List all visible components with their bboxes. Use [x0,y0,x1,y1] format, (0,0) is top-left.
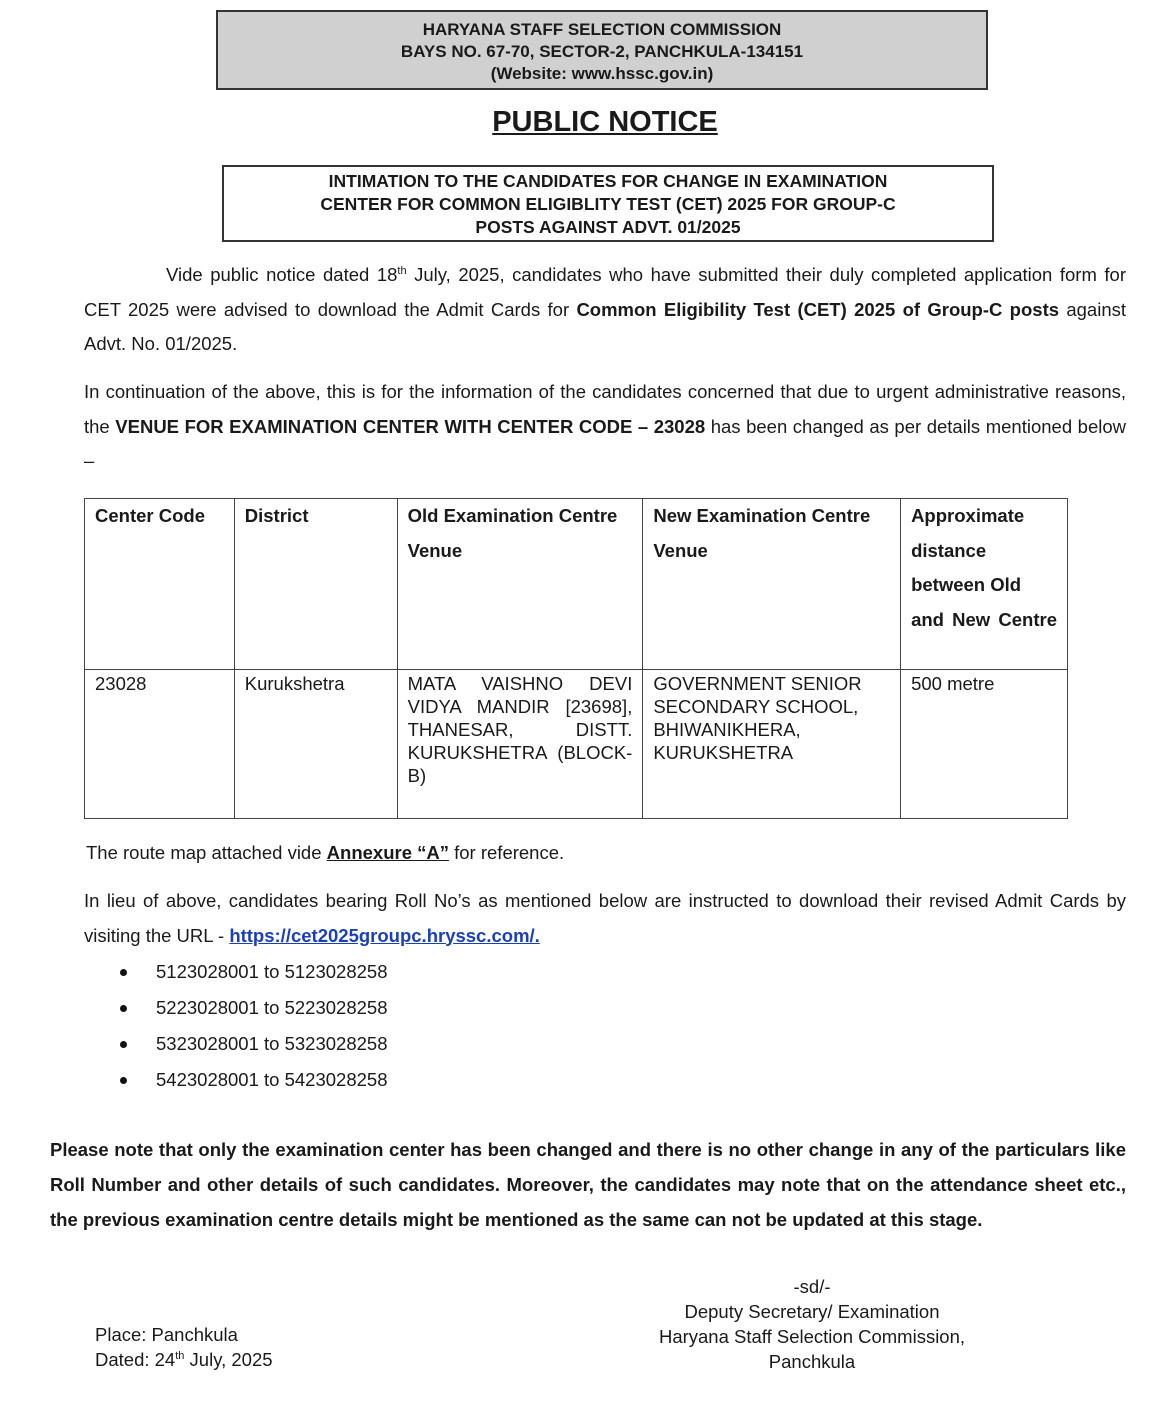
org-name: HARYANA STAFF SELECTION COMMISSION [422,20,782,39]
signature-sd: -sd/- [793,1276,831,1297]
intimation-line-3: POSTS AGAINST ADVT. 01/2025 [475,217,741,237]
important-note: Please note that only the examination center has been changed and there is no other change in any of the particulars like Roll Number and other details of such candidates. Moreover, the candidates may note that on the attendance sheet etc., the previous examination centre details might be mentioned as the same can not be updated at this stage. [50,1139,1126,1230]
org-address: BAYS NO. 67-70, SECTOR-2, PANCHKULA-134151 [400,42,804,61]
org-website: (Website: www.hssc.gov.in) [490,64,714,83]
cell-district: Kurukshetra [234,670,397,819]
header-new-venue: New Examination Centre Venue [643,499,901,670]
list-item: 5423028001 to 5423028258 [84,1064,388,1100]
list-item: 5323028001 to 5323028258 [84,1028,388,1064]
paragraph-1: Vide public notice dated 18th July, 2025, candidates who have submitted their duly completed application form for CET 2025 were advised to download the Admit Cards for Common Eligibility Test (CET) 2025 of Group-C posts against Advt. No. 01/2025. [84,264,1127,354]
dated: Dated: 24th July, 2025 [95,1349,273,1370]
list-item: 5223028001 to 5223028258 [84,992,388,1028]
header-center-code: Center Code [85,499,235,670]
annexure-reference: Annexure “A” [326,842,449,863]
cell-new-venue: GOVERNMENT SENIOR SECONDARY SCHOOL, BHIWANIKHERA, KURUKSHETRA [643,670,901,819]
intimation-box [222,165,994,242]
header-district: District [234,499,397,670]
header-old-venue: Old Examination Centre Venue [397,499,643,670]
place-date-block [95,1322,273,1372]
signature-block [612,1274,1012,1374]
signatory-org: Haryana Staff Selection Commission, [658,1326,966,1347]
cell-old-venue: MATA VAISHNO DEVI VIDYA MANDIR [23698], THANESAR, DISTT. KURUKSHETRA (BLOCK-B) [397,670,643,819]
letterhead [216,10,988,90]
venue-change-table [84,498,1068,819]
table-row [85,670,1068,819]
intimation-line-1: INTIMATION TO THE CANDIDATES FOR CHANGE IN EXAMINATION [328,171,888,191]
admit-card-link[interactable]: https://cet2025groupc.hryssc.com/. [229,924,540,946]
place: Place: Panchkula [95,1324,238,1345]
signatory-city: Panchkula [768,1351,856,1372]
route-map-note: The route map attached vide Annexure “A” for reference. [86,842,565,863]
paragraph-2: In continuation of the above, this is for the information of the candidates concerned that due to urgent administrative reasons, the VENUE FOR EXAMINATION CENTER WITH CENTER CODE – 23028 has been changed as per details mentioned below – [84,381,1126,471]
list-item: 5123028001 to 5123028258 [84,956,388,992]
header-distance: Approximate distance between Old and New Centre [901,499,1068,670]
paragraph-3: In lieu of above, candidates bearing Roll No’s as mentioned below are instructed to download their revised Admit Cards by visiting the URL - https://cet2025groupc.hryssc.com/. [84,890,1126,946]
table-header-row [85,499,1068,670]
intimation-line-2: CENTER FOR COMMON ELIGIBLITY TEST (CET) 2025 FOR GROUP-C [320,194,896,214]
notice-title: PUBLIC NOTICE [492,106,718,138]
roll-number-list [84,956,388,1100]
signatory-designation: Deputy Secretary/ Examination [684,1301,940,1322]
cell-distance: 500 metre [901,670,1068,819]
cell-center-code: 23028 [85,670,235,819]
